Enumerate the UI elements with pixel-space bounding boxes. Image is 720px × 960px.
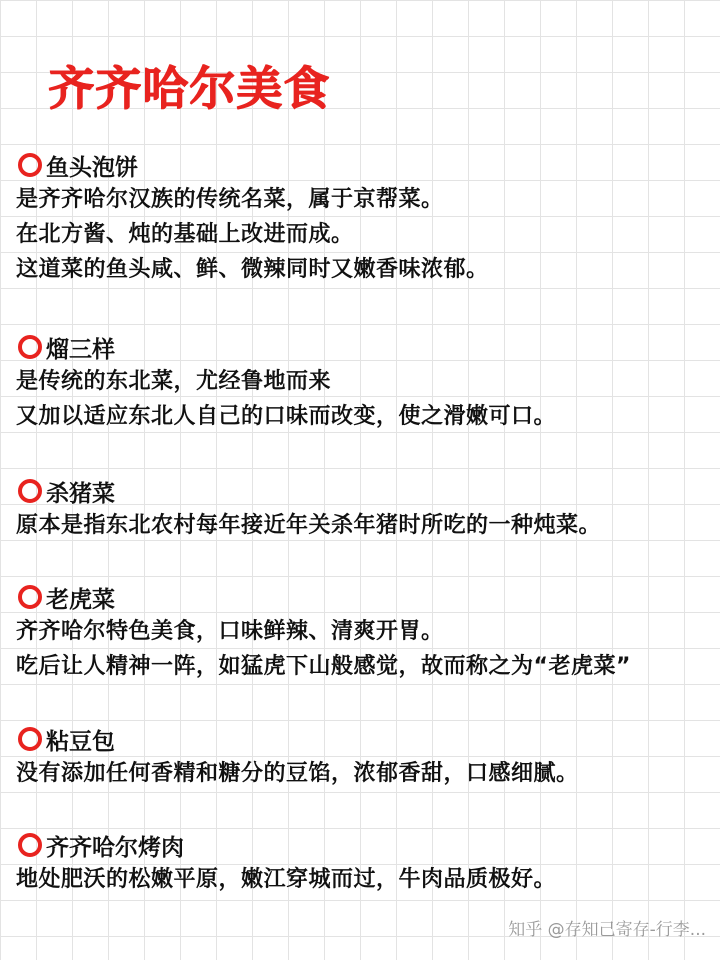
section-heading [16,474,716,508]
circle-bullet-icon [18,833,42,857]
page-title: 齐齐哈尔美食 [48,61,330,115]
section-heading [16,148,716,182]
section-text-line: 这道菜的鱼头咸、鲜、微辣同时又嫩香味浓郁。 [16,257,489,282]
section-heading [16,828,716,862]
section-yutou-paobing [16,148,716,287]
section-text-line: 没有添加任何香精和糖分的豆馅，浓郁香甜，口感细腻。 [16,761,579,786]
section-liu-sanyang [16,330,716,434]
section-heading-label: 熘三样 [46,336,115,363]
section-text-line: 在北方酱、炖的基础上改进而成。 [16,222,354,247]
section-heading-label: 鱼头泡饼 [46,154,138,181]
section-heading-label: 粘豆包 [46,728,115,755]
section-heading [16,580,716,614]
section-qiqihaer-kaorou [16,828,716,897]
section-text-line: 又加以适应东北人自己的口味而改变，使之滑嫩可口。 [16,404,557,429]
circle-bullet-icon [18,153,42,177]
section-text-line: 是齐齐哈尔汉族的传统名菜，属于京帮菜。 [16,187,444,212]
section-heading-label: 齐齐哈尔烤肉 [46,834,184,861]
section-text-line: 原本是指东北农村每年接近年关杀年猪时所吃的一种炖菜。 [16,513,602,538]
circle-bullet-icon [18,479,42,503]
zhihu-watermark: 知乎 @存知己寄存-行李... [508,920,706,940]
section-heading [16,722,716,756]
section-laohu-cai [16,580,716,684]
circle-bullet-icon [18,727,42,751]
section-heading [16,330,716,364]
circle-bullet-icon [18,335,42,359]
section-nian-doubao [16,722,716,791]
section-heading-label: 杀猪菜 [46,480,115,507]
circle-bullet-icon [18,585,42,609]
section-shazhu-cai [16,474,716,543]
section-text-line: 地处肥沃的松嫩平原，嫩江穿城而过，牛肉品质极好。 [16,867,557,892]
section-text-line: 齐齐哈尔特色美食，口味鲜辣、清爽开胃。 [16,619,444,644]
section-text-line: 吃后让人精神一阵，如猛虎下山般感觉，故而称之为“老虎菜” [16,654,631,679]
section-text-line: 是传统的东北菜，尤经鲁地而来 [16,369,332,394]
section-heading-label: 老虎菜 [46,586,115,613]
